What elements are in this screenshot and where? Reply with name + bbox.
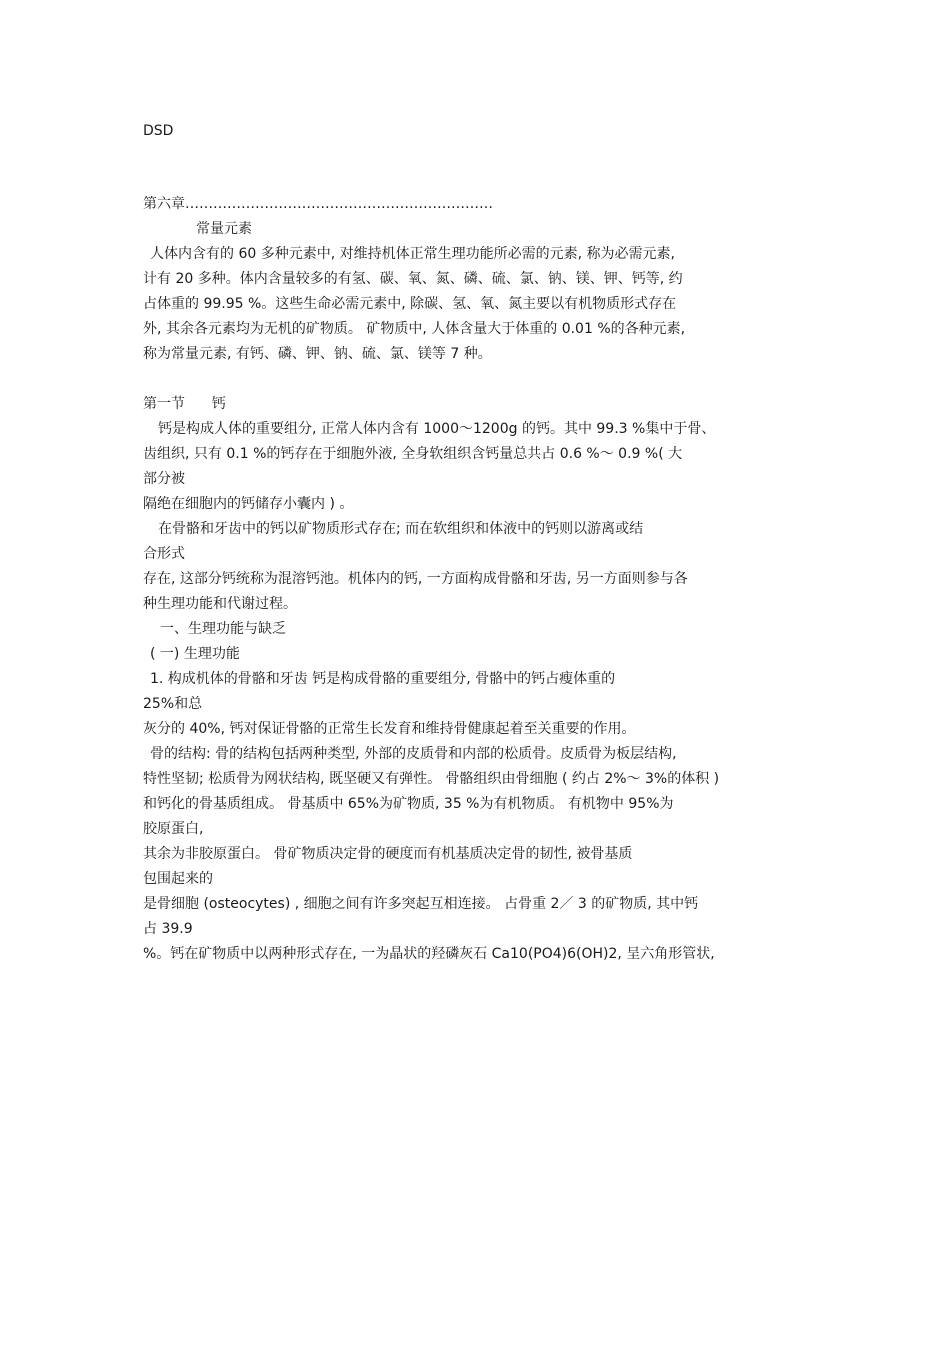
paragraph-line: 1. 构成机体的骨骼和牙齿 钙是构成骨骼的重要组分, 骨骼中的钙占瘦体重的 — [150, 671, 616, 687]
paragraph-line: %。钙在矿物质中以两种形式存在, 一为晶状的羟磷灰石 Ca10(PO4)6(OH)2, 呈六角形管状, — [143, 946, 715, 962]
paragraph-line: 胶原蛋白, — [143, 821, 204, 837]
paragraph-line: 钙是构成人体的重要组分, 正常人体内含有 1000～1200g 的钙。其中 99.3 %集中于骨、 — [158, 421, 716, 437]
paragraph-line: 存在, 这部分钙统称为混溶钙池。机体内的钙, 一方面构成骨骼和牙齿, 另一方面则参与各 — [143, 571, 688, 587]
paragraph-line: 部分被 — [143, 471, 185, 487]
paragraph-line: 计有 20 多种。体内含量较多的有氢、碳、氧、氮、磷、硫、氯、钠、镁、钾、钙等, 约 — [143, 271, 683, 287]
paragraph-line: 齿组织, 只有 0.1 %的钙存在于细胞外液, 全身软组织含钙量总共占 0.6 %～ 0.9 %( 大 — [143, 446, 683, 462]
paragraph-line: 占体重的 99.95 %。这些生命必需元素中, 除碳、氢、氧、氮主要以有机物质形式存在 — [143, 296, 677, 312]
paragraph-line: 是骨细胞 (osteocytes) , 细胞之间有许多突起互相连接。 占骨重 2／ 3 的矿物质, 其中钙 — [143, 896, 699, 912]
paragraph-line: 特性坚韧; 松质骨为网状结构, 既坚硬又有弹性。 骨骼组织由骨细胞 ( 约占 2%～ 3%的体积 ) — [143, 771, 720, 787]
paragraph-line: 在骨骼和牙齿中的钙以矿物质形式存在; 而在软组织和体液中的钙则以游离或结 — [158, 521, 644, 537]
paragraph-line: 称为常量元素, 有钙、磷、钾、钠、硫、氯、镁等 7 种。 — [143, 346, 492, 362]
section-heading: 第一节 钙 — [143, 396, 226, 412]
paragraph-line: 和钙化的骨基质组成。 骨基质中 65%为矿物质, 35 %为有机物质。 有机物中 95%为 — [143, 796, 674, 812]
paragraph-line: 人体内含有的 60 多种元素中, 对维持机体正常生理功能所必需的元素, 称为必需元素, — [150, 246, 675, 262]
page-header: DSD — [143, 123, 174, 139]
paragraph-line: 其余为非胶原蛋白。 骨矿物质决定骨的硬度而有机基质决定骨的韧性, 被骨基质 — [143, 846, 633, 862]
paragraph-line: 隔绝在细胞内的钙储存小囊内 ) 。 — [143, 496, 354, 512]
chapter-title: 第六章………………………………………………………… — [143, 196, 493, 212]
paragraph-line: 合形式 — [143, 546, 185, 562]
paragraph-line: 占 39.9 — [143, 921, 193, 937]
paragraph-line: 灰分的 40%, 钙对保证骨骼的正常生长发育和维持骨健康起着至关重要的作用。 — [143, 721, 636, 737]
paragraph-line: 种生理功能和代谢过程。 — [143, 596, 297, 612]
paragraph-line: 外, 其余各元素均为无机的矿物质。 矿物质中, 人体含量大于体重的 0.01 %的各种元素, — [143, 321, 686, 337]
subheading: 一、生理功能与缺乏 — [160, 621, 286, 637]
paragraph-line: 骨的结构: 骨的结构包括两种类型, 外部的皮质骨和内部的松质骨。皮质骨为板层结构, — [150, 746, 677, 762]
section-title: 常量元素 — [196, 221, 252, 237]
paragraph-line: 包围起来的 — [143, 871, 213, 887]
paragraph-line: 25%和总 — [143, 696, 203, 712]
subheading: ( 一) 生理功能 — [150, 646, 240, 662]
